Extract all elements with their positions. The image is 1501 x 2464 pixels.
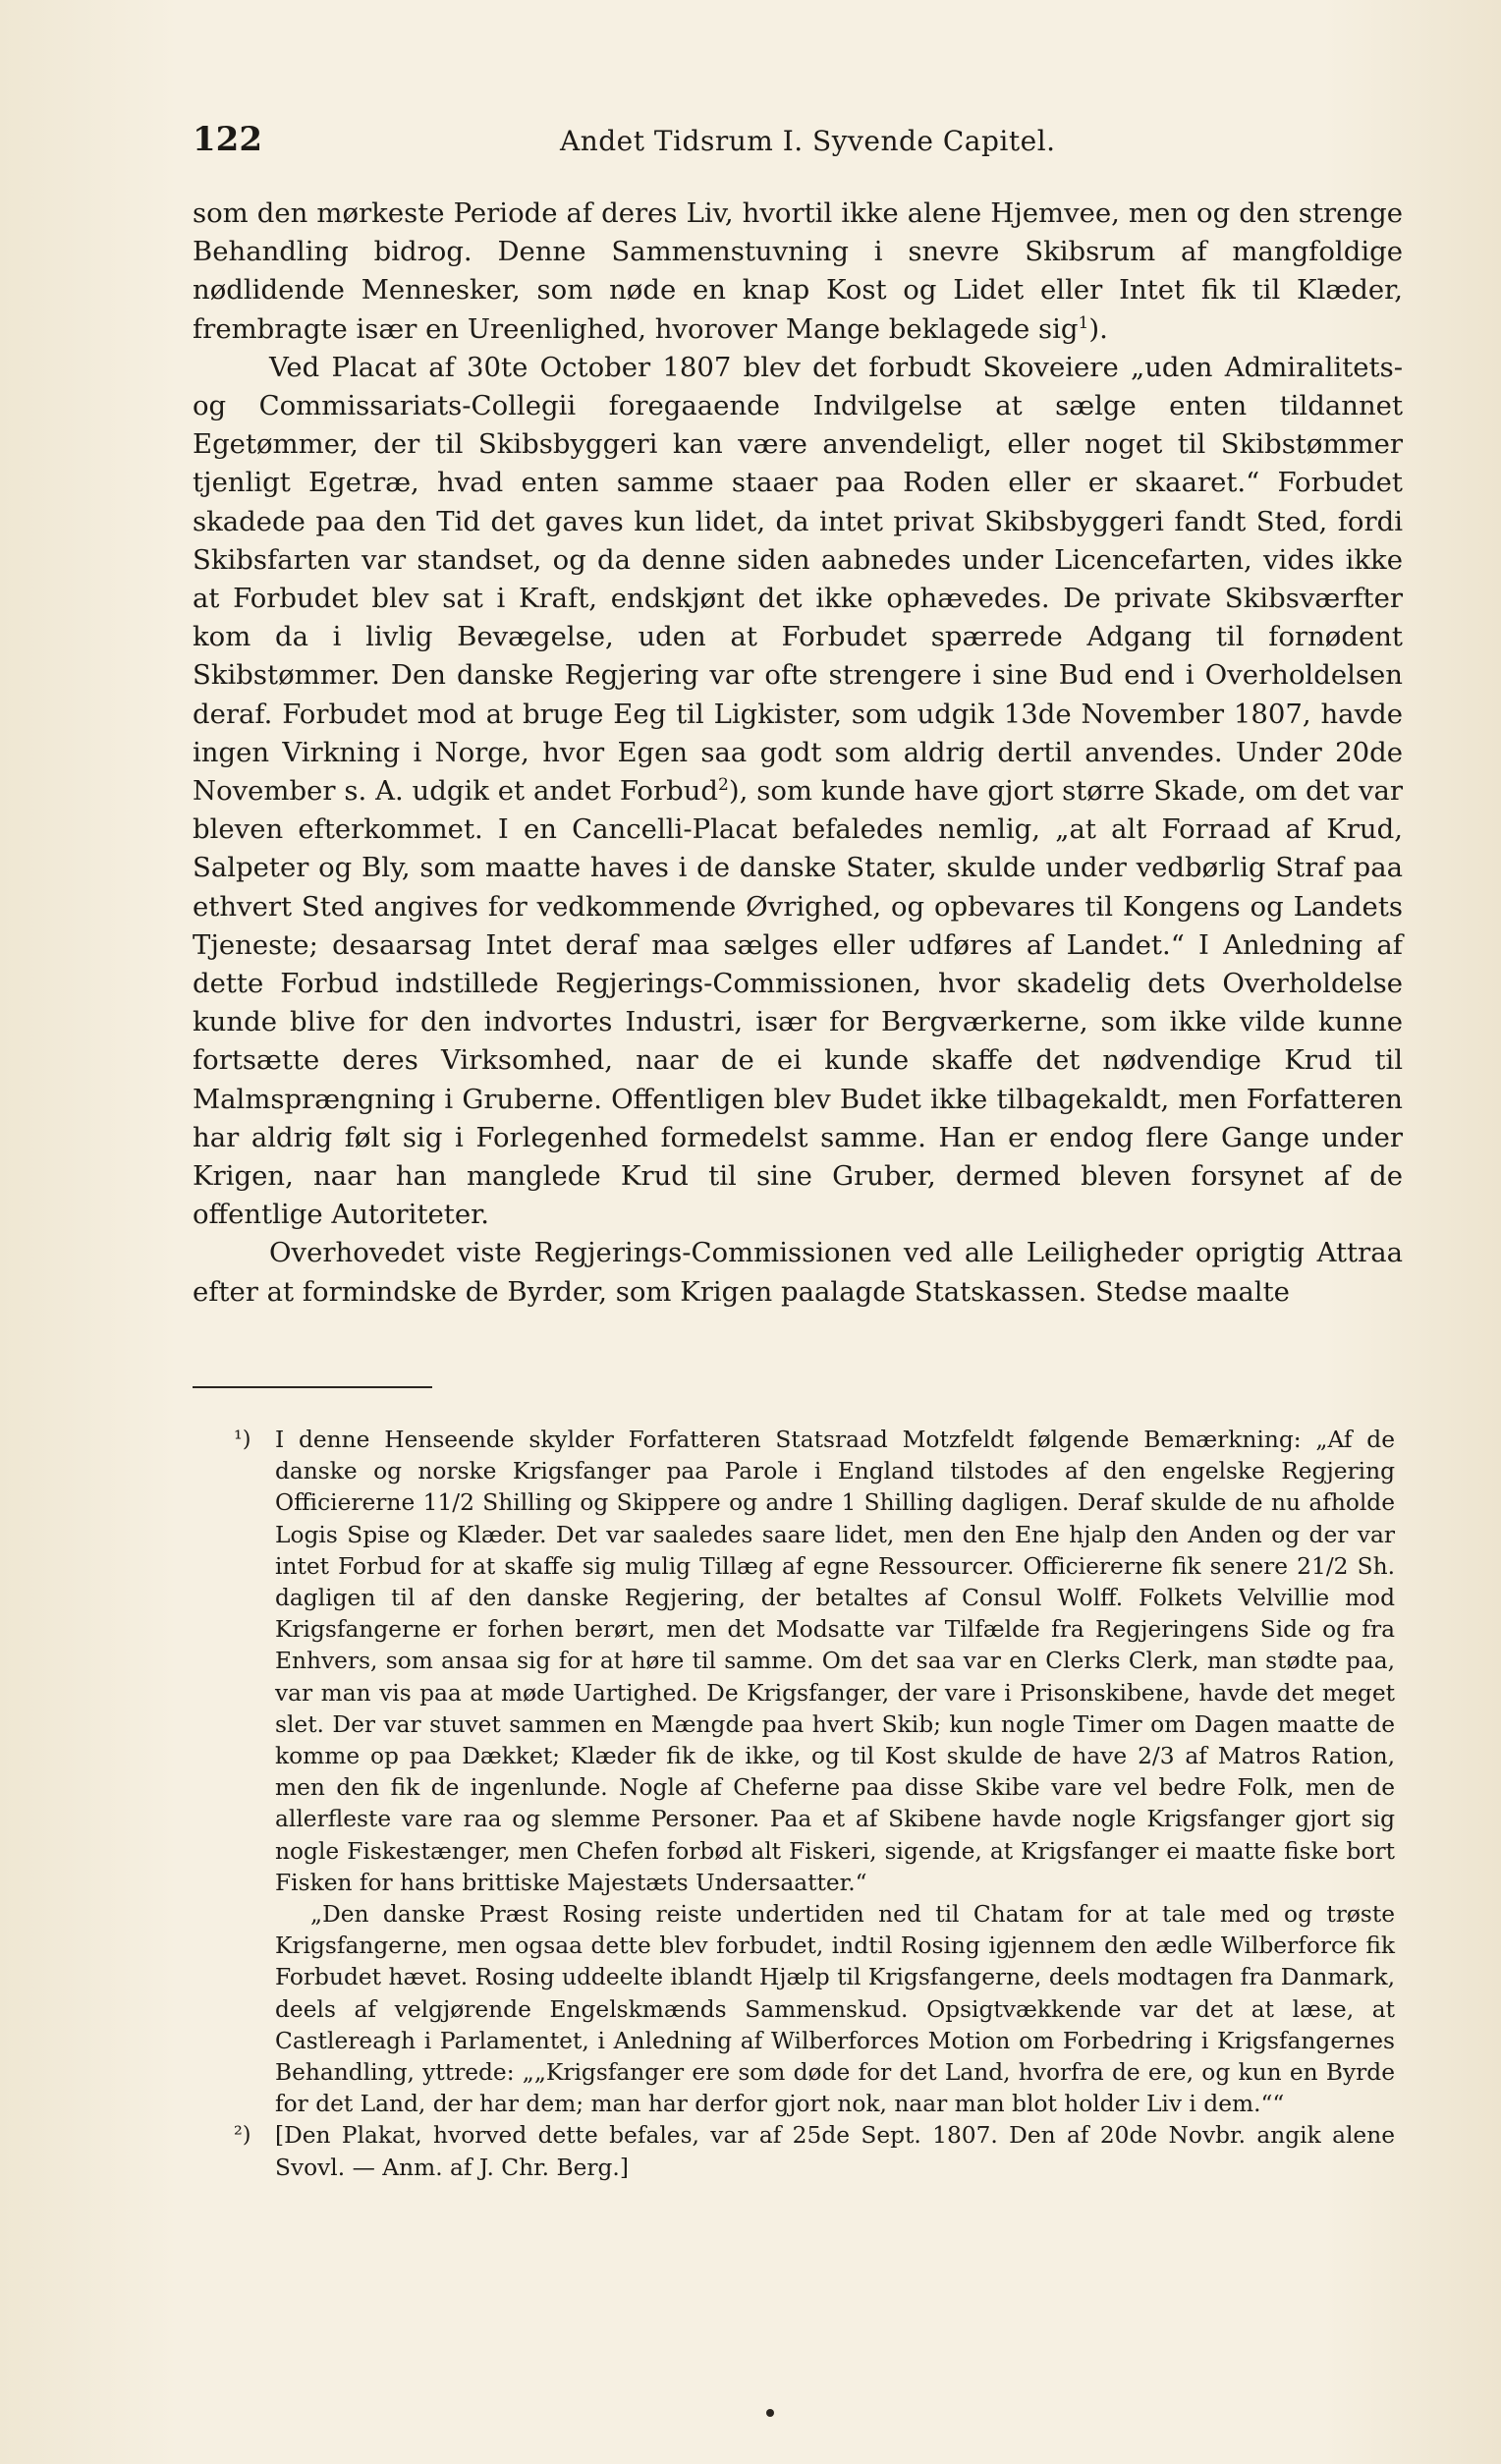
ink-dot <box>766 2409 774 2417</box>
footnote-1-text-e: „Den danske Præst Rosing reiste undertiden ned til Chatam for at tale med og trøste Krigsfangerne, men ogsaa dette blev forbudet, indtil Rosing igjennem den ædle Wilberforce fik Forbudet hævet. Rosing uddeelte iblandt Hjælp til Krigsfangerne, deels modtagen fra Danmark, deels af velgjørende Engelskmænds Sammenskud. Opsigtvækkende var det at læse, at Castlereagh i Parlamentet, i Anledning af Wilberforces Motion om Forbedring i Krigsfangernes Behandling, yttrede: „„Krigsfanger ere som døde for det Land, hvorfra de ere, og kun en Byrde for det Land, der har dem; man har derfor gjort nok, naar man blot holder Liv i dem.““ <box>275 1901 1395 2118</box>
footnote-ref-2: 2 <box>718 774 729 795</box>
footnote-1-para-1 <box>275 1425 1395 1899</box>
footnote-rule <box>193 1386 432 1388</box>
footnote-2-mark: ²) <box>234 2123 251 2149</box>
footnote-1-text-a: I denne Henseende skylder Forfatteren Statsraad Motzfeldt følgende Bemærkning: „Af de danske og norske Krigsfanger paa Parole i England tilstodes af den engelske Regjering Officiererne 1 <box>275 1427 1395 1517</box>
page-header <box>193 120 1391 159</box>
fraction-one-half-b: 1/2 <box>1311 1552 1349 1580</box>
paragraph-2a-text: Ved Placat af 30te October 1807 blev det forbudt Skoveiere „uden Admiralitets- og Commissariats-Collegii foregaaende Indvilgelse at sælge enten tildannet Egetømmer, der til Skibsbyggeri kan være anvendeligt, eller noget til Skibstømmer tjenligt Egetræ, hvad enten samme staaer paa Roden eller er skaaret.“ Forbudet skadede paa den Tid det gaves kun lidet, da intet privat Skibsbyggeri fandt Sted, fordi Skibsfarten var standset, og da denne siden aabnedes under Licencefarten, vides ikke at Forbudet blev sat i Kraft, endskjønt det ikke ophævedes. De private Skibsværfter kom da i livlig Bevægelse, uden at Forbudet spærrede Adgang til fornødent Skibstømmer. Den danske Regjering var ofte strengere i sine Bud end i Overholdelsen deraf. Forbudet mod at bruge Eeg til Ligkister, som udgik 13de November 1807, havde ingen Virkning i Norge, hvor Egen saa godt som aldrig dertil anvendes. Under 20de November s. A. udgik et andet Forbud <box>193 351 1403 808</box>
page-number: 122 <box>193 120 262 159</box>
paragraph-3-text: Overhovedet viste Regjerings-Commissionen ved alle Leiligheder oprigtig Attraa efter at formindske de Byrder, som Krigen paalagde Statskassen. Stedse maalte <box>193 1237 1403 1308</box>
footnotes <box>234 1425 1395 2184</box>
footnote-1-text-d: af Matros Ration, men den fik de ingenlunde. Nogle af Cheferne paa disse Skibe vare vel bedre Folk, men de allerfleste vare raa og slemme Personer. Paa et af Skibene havde nogle Krigsfanger gjort sig nogle Fiskestænger, men Chefen forbød alt Fiskeri, sigende, at Krigsfanger ei maatte fiske bort Fisken for hans brittiske Majestæts Undersaatter.“ <box>275 1743 1395 1896</box>
footnote-1-text-b: Shilling og Skippere og andre 1 Shilling dagligen. Deraf skulde de nu afholde Logis Spise og Klæder. Det var saaledes saare lidet, men den Ene hjalp den Anden og der var intet Forbud for at skaffe sig mulig Tillæg af egne Ressourcer. Officiererne fik senere 2 <box>275 1489 1396 1580</box>
footnote-1-text-c: Sh. dagligen til af den danske Regjering, der betaltes af Consul Wolff. Folkets Velvillie mod Krigsfangerne er forhen berørt, men det Modsatte var Tilfælde fra Regjeringens Side og fra Enhvers, som ansaa sig for at høre til samme. Om det saa var en Clerks Clerk, man stødte paa, var man vis paa at møde Uartighed. De Krigsfanger, der vare i Prisonskibene, havde det meget slet. Der var stuvet sammen en Mængde paa hvert Skib; kun nogle Timer om Dagen maatte de komme op paa Dækket; Klæder fik de ikke, og til Kost skulde de have <box>275 1552 1395 1770</box>
footnote-2 <box>234 2120 1395 2183</box>
paragraph-1-text: som den mørkeste Periode af deres Liv, hvortil ikke alene Hjemvee, men og den strenge Behandling bidrog. Denne Sammenstuvning i snevre Skibsrum af mangfoldige nødlidende Mennesker, som nøde en knap Kost og Lidet eller Intet fik til Klæder, frembragte især en Ureenlighed, hvorover Mange beklagede sig <box>193 197 1403 345</box>
footnote-1 <box>234 1425 1395 2120</box>
footnote-1-mark: ¹) <box>234 1428 251 1452</box>
footnote-ref-1: 1 <box>1078 312 1089 333</box>
fraction-two-thirds: 2/3 <box>1138 1743 1175 1770</box>
fraction-one-half-a: 1/2 <box>437 1489 474 1517</box>
paragraph-1: som den mørkeste Periode af deres Liv, hvortil ikke alene Hjemvee, men og den strenge Behandling bidrog. Denne Sammenstuvning i snevre Skibsrum af mangfoldige nødlidende Mennesker, som nøde en knap Kost og Lidet eller Intet fik til Klæder, frembragte især en Ureenlighed, hvorover Mange beklagede sig$^1$). <box>193 197 1403 345</box>
paragraph-1-end: . <box>1099 312 1108 345</box>
main-text <box>193 195 1403 1312</box>
footnote-2-para <box>275 2120 1395 2183</box>
paragraph-2b-text: , som kunde have gjort større Skade, om det var bleven efterkommet. I en Cancelli-Placat befaledes nemlig, „at alt Forraad af Krud, Salpeter og Bly, som maatte haves i de danske Stater, skulde under vedbørlig Straf paa ethvert Sted angives for vedkommende Øvrighed, og opbevares til Kongens og Landets Tjeneste; desaarsag Intet deraf maa sælges eller udføres af Landet.“ I Anledning af dette Forbud indstillede Regjerings-Commissionen, hvor skadelig dets Overholdelse kunde blive for den indvortes Industri, især for Bergværkerne, som ikke vilde kunne fortsætte deres Virksomhed, naar de ei kunde skaffe det nødvendige Krud til Malmsprængning i Gruberne. Offentligen blev Budet ikke tilbagekaldt, men Forfatteren har aldrig følt sig i Forlegenhed formedelst samme. Han er endog flere Gange under Krigen, naar han manglede Krud til sine Gruber, dermed bleven forsynet af de offentlige Autoriteter. <box>193 775 1403 1231</box>
paragraph-3 <box>193 1234 1403 1311</box>
footnote-1-para-2 <box>275 1899 1395 2120</box>
running-head: Andet Tidsrum I. Syvende Capitel. <box>560 125 1056 157</box>
paragraph-2: Ved Placat af 30te October 1807 blev det forbudt Skoveiere „uden Admiralitets- og Commissariats-Collegii foregaaende Indvilgelse at sælge enten tildannet Egetømmer, der til Skibsbyggeri kan være anvendeligt, eller noget til Skibstømmer tjenligt Egetræ, hvad enten samme staaer paa Roden eller er skaaret.“ Forbudet skadede paa den Tid det gaves kun lidet, da intet privat Skibsbyggeri fandt Sted, fordi Skibsfarten var standset, og da denne siden aabnedes under Licencefarten, vides ikke at Forbudet blev sat i Kraft, endskjønt det ikke ophævedes. De private Skibsværfter kom da i livlig Bevægelse, uden at Forbudet spærrede Adgang til fornødent Skibstømmer. Den danske Regjering var ofte strengere i sine Bud end i Overholdelsen deraf. Forbudet mod at bruge Eeg til Ligkister, som udgik 13de November 1807, havde ingen Virkning i Norge, hvor Egen saa godt som aldrig dertil anvendes. Under 20de November s. A. udgik et andet Forbud$^2$), som kunde have gjort større Skade, om det var bleven efterkommet. I en Cancelli-Placat befaledes nemlig, „at alt Forraad af Krud, Salpeter og Bly, som maatte haves i de danske Stater, skulde under vedbørlig Straf paa ethvert Sted angives for vedkommende Øvrighed, og opbevares til Kongens og Landets Tjeneste; desaarsag Intet deraf maa sælges eller udføres af Landet.“ I Anledning af dette Forbud indstillede Regjerings-Commissionen, hvor skadelig dets Overholdelse kunde blive for den indvortes Industri, især for Bergværkerne, som ikke vilde kunne fortsætte deres Virksomhed, naar de ei kunde skaffe det nødvendige Krud til Malmsprængning i Gruberne. Offentligen blev Budet ikke tilbagekaldt, men Forfatteren har aldrig følt sig i Forlegenhed formedelst samme. Han er endog flere Gange under Krigen, naar han manglede Krud til sine Gruber, dermed bleven forsynet af de offentlige Autoriteter. <box>193 351 1403 1231</box>
footnote-2-text: [Den Plakat, hvorved dette befales, var af 25de Sept. 1807. Den af 20de Novbr. angik alene Svovl. — Anm. af J. Chr. Berg.] <box>275 2122 1395 2181</box>
